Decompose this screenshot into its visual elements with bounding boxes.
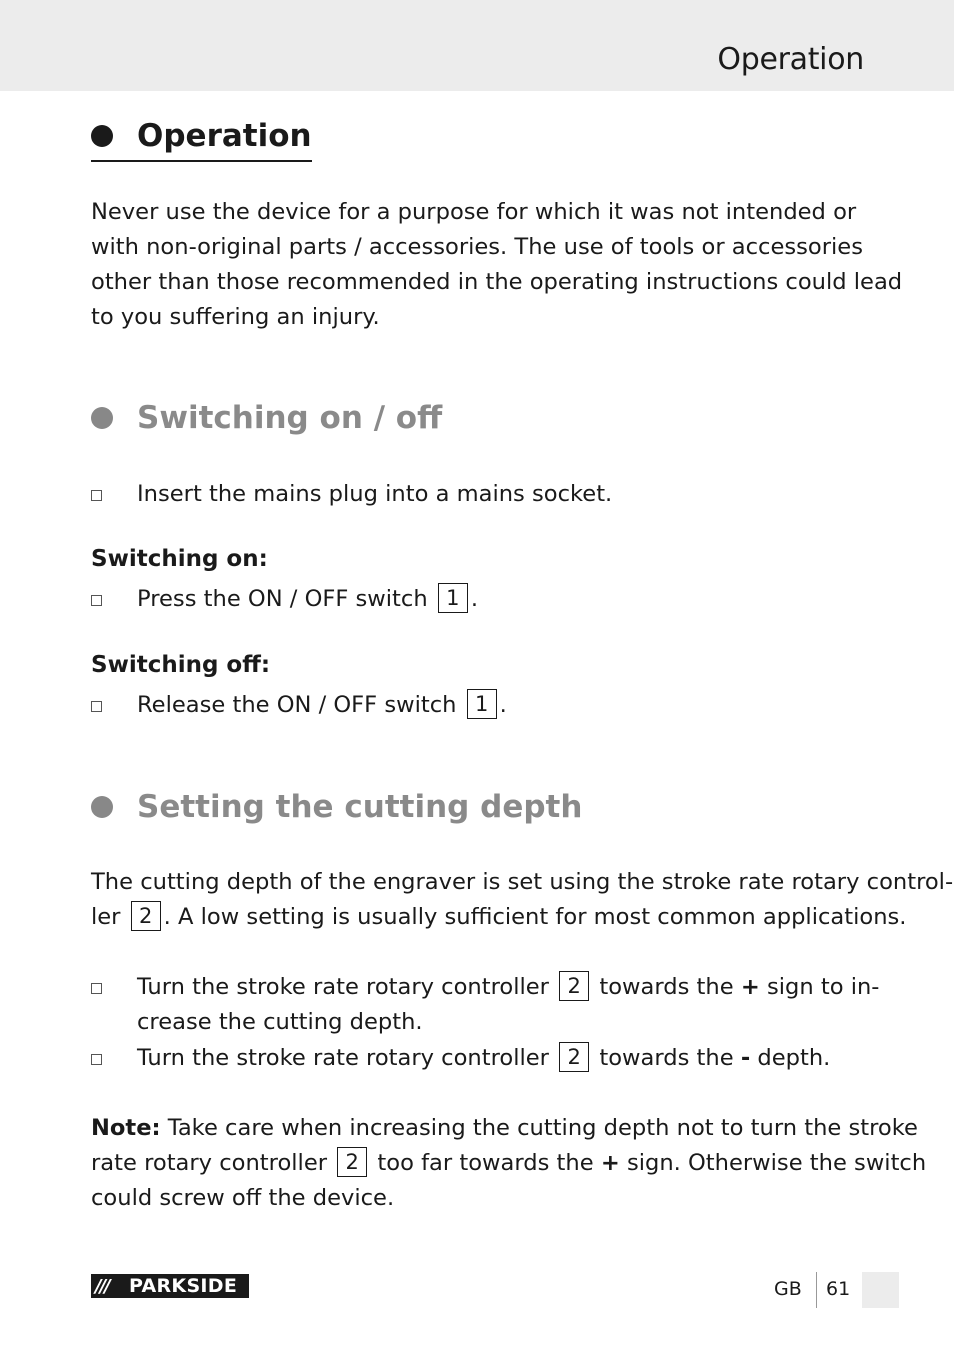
checkbox-square-icon	[91, 701, 102, 712]
heading-switching-text: Switching on / off	[137, 400, 443, 436]
page-number: 61	[826, 1278, 851, 1300]
heading-cutting-depth-text: Setting the cutting depth	[137, 789, 583, 825]
checkbox-square-icon	[91, 595, 102, 606]
list-item-text: crease the cutting depth.	[137, 1009, 423, 1035]
paragraph-text: too far towards the	[377, 1150, 594, 1176]
list-item-text: towards the	[599, 1045, 734, 1071]
reference-number-box: 2	[559, 971, 589, 1001]
running-header-title: Operation	[717, 42, 864, 77]
parkside-logo	[91, 1274, 249, 1298]
plus-sign: +	[740, 974, 760, 1000]
heading-cutting-depth	[91, 789, 582, 825]
note-paragraph	[91, 1111, 927, 1216]
list-item-text: sign to in-	[766, 974, 880, 1000]
reference-number-box: 2	[559, 1042, 589, 1072]
paragraph-line: The cutting depth of the engraver is set using the stroke rate rotary control-	[91, 869, 954, 895]
footer-language: GB	[774, 1278, 802, 1300]
note-label: Note:	[91, 1115, 161, 1141]
list-item-text: Turn the stroke rate rotary controller	[137, 974, 549, 1000]
paragraph-line: Never use the device for a purpose for which it was not intended or	[91, 199, 857, 225]
checkbox-square-icon	[91, 490, 102, 501]
operation-paragraph	[91, 195, 903, 335]
list-item-text: towards the	[599, 974, 734, 1000]
paragraph-text: Take care when increasing the cutting depth not to turn the stroke	[167, 1115, 918, 1141]
checkbox-square-icon	[91, 983, 102, 994]
period: .	[470, 586, 479, 612]
paragraph-line: could screw off the device.	[91, 1185, 395, 1211]
list-item-text: Insert the mains plug into a mains socket.	[137, 481, 613, 507]
bullet-icon	[91, 407, 113, 429]
logo-brand-text: PARKSIDE	[129, 1275, 238, 1297]
paragraph-line: with non-original parts / accessories. The use of tools or accessories	[91, 234, 863, 260]
logo-slashes: ///	[95, 1275, 109, 1297]
paragraph-text: sign. Otherwise the switch	[626, 1150, 927, 1176]
plus-sign: +	[600, 1150, 620, 1176]
paragraph-text: rate rotary controller	[91, 1150, 328, 1176]
list-item-text: depth.	[757, 1045, 831, 1071]
subheading-switching-on: Switching on:	[91, 546, 268, 572]
reference-number-box: 2	[131, 901, 161, 931]
paragraph-text: ler	[91, 904, 121, 930]
minus-sign: -	[740, 1045, 751, 1071]
list-item-text: Release the ON / OFF switch	[137, 692, 457, 718]
period: .	[499, 692, 507, 718]
reference-number-box: 1	[467, 689, 497, 719]
paragraph-text: . A low setting is usually sufficient for most common applications.	[163, 904, 907, 930]
paragraph-line: other than those recommended in the operating instructions could lead	[91, 269, 903, 295]
subheading-switching-off: Switching off:	[91, 652, 271, 678]
heading-operation-text: Operation	[137, 118, 312, 154]
reference-number-box: 2	[337, 1147, 367, 1177]
list-item-text: Turn the stroke rate rotary controller	[137, 1045, 549, 1071]
footer-divider	[816, 1272, 817, 1308]
footer-tab-box	[862, 1272, 899, 1308]
bullet-icon	[91, 796, 113, 818]
heading-operation	[91, 118, 312, 162]
bullet-icon	[91, 125, 113, 147]
list-item-text: Press the ON / OFF switch	[137, 586, 428, 612]
cutting-depth-intro	[91, 865, 954, 935]
heading-switching	[91, 400, 442, 436]
checkbox-square-icon	[91, 1054, 102, 1065]
reference-number-box: 1	[438, 583, 468, 613]
paragraph-line: to you suffering an injury.	[91, 304, 380, 330]
